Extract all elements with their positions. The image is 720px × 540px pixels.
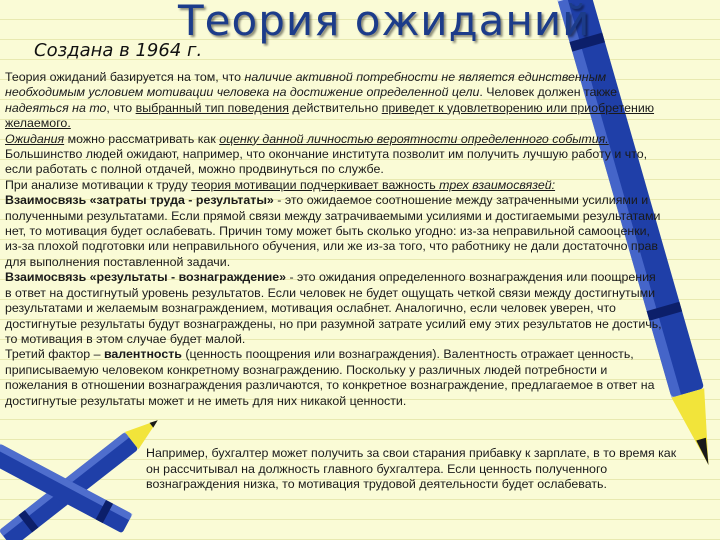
paragraph-7: Например, бухгалтер может получить за свои старания прибавку к зарплате, в то время как он рассчитывал на должность главного бухгалтера. Если ценность полученного вознаграждения низка, то мотивация трудовой деятельности будет ослабевать. [146, 446, 677, 492]
text-span: действительно [288, 100, 382, 115]
underlined-text: выбранный тип поведения [135, 100, 289, 115]
bold-heading: Взаимосвязь «затраты труда - результаты» [5, 193, 274, 208]
bold-heading: Взаимосвязь «результаты - вознаграждение» [5, 270, 287, 285]
paragraph-3 [5, 178, 665, 193]
paragraph-4 [5, 193, 665, 270]
text-span: , что [106, 100, 136, 115]
text-span: - это ожидания определенного вознаграждения или поощрения в ответ на достигнутый уровень результатов. Если человек не будет ощущать четкой связи между достигнутыми результатами и желаемым вознаграждением, мотивация ослабнет. Аналогично, если человек уверен, что достигнутые результаты будут вознаграждены, но при разумной затрате усилий ему этих результатов не достичь, то мотивация в этом случае будет малой. [5, 270, 662, 346]
bold-heading: валентность [103, 347, 182, 362]
underlined-text: приведет к удовлетворению или приобретению желаемого. [5, 100, 655, 131]
paragraph-6 [5, 347, 665, 409]
page-subtitle: Создана в 1964 г. [34, 40, 203, 61]
crossed-pens-icon [0, 420, 150, 540]
emphasis-text: надеяться на то [5, 100, 107, 115]
emphasis-text: наличие активной потребности не является единственным необходимым условием мотивации человека на достижение определенной цели [5, 70, 607, 100]
underlined-text: Ожидания [5, 131, 65, 146]
text-span: Теория ожиданий базируется на том, что [5, 70, 245, 84]
paragraph-1 [5, 70, 665, 132]
text-span: При анализе мотивации к труду [5, 177, 192, 192]
text-span: Большинство людей ожидают, например, что окончание института позволит им получить лучшую работу и что, если работать с полной отдачей, можно продвинуться по службе. [5, 147, 648, 177]
main-text [5, 70, 665, 409]
paragraph-2 [5, 132, 665, 178]
text-span: (ценность поощрения или вознаграждения). Валентность отражает ценность, приписываемую человеком конкретному вознаграждению. Поскольку у различных людей потребности и пожелания в отношении вознаграждения различаются, то конкретное вознаграждение, предлагаемое в ответ на достигнутые результаты может и не иметь для них никакой ценности. [5, 347, 655, 408]
underlined-text: теория мотивации подчеркивает важность [191, 177, 440, 192]
underlined-text: трех взаимосвязей: [439, 177, 556, 192]
page-title: Теория ожиданий [178, 0, 591, 45]
text-span: - это ожидаемое соотношение между затраченными усилиями и полученными результатами. Если прямой связи между затрачиваемыми усилиями и достигаемыми результатами нет, то мотивация будет ослабевать. Причин тому может быть сколько угодно: из-за неправильной самооценки, из-за плохой подготовки или неправильного обучения, или же из-за того, что работнику не дали достаточно прав для выполнения поставленной задачи. [5, 193, 661, 269]
text-span: можно рассматривать как [64, 131, 220, 146]
text-span: . Человек должен также [479, 85, 618, 100]
paragraph-5 [5, 270, 665, 347]
text-span: Третий фактор – [5, 347, 104, 362]
underlined-text: оценку данной личностью вероятности определенного события. [219, 131, 609, 146]
